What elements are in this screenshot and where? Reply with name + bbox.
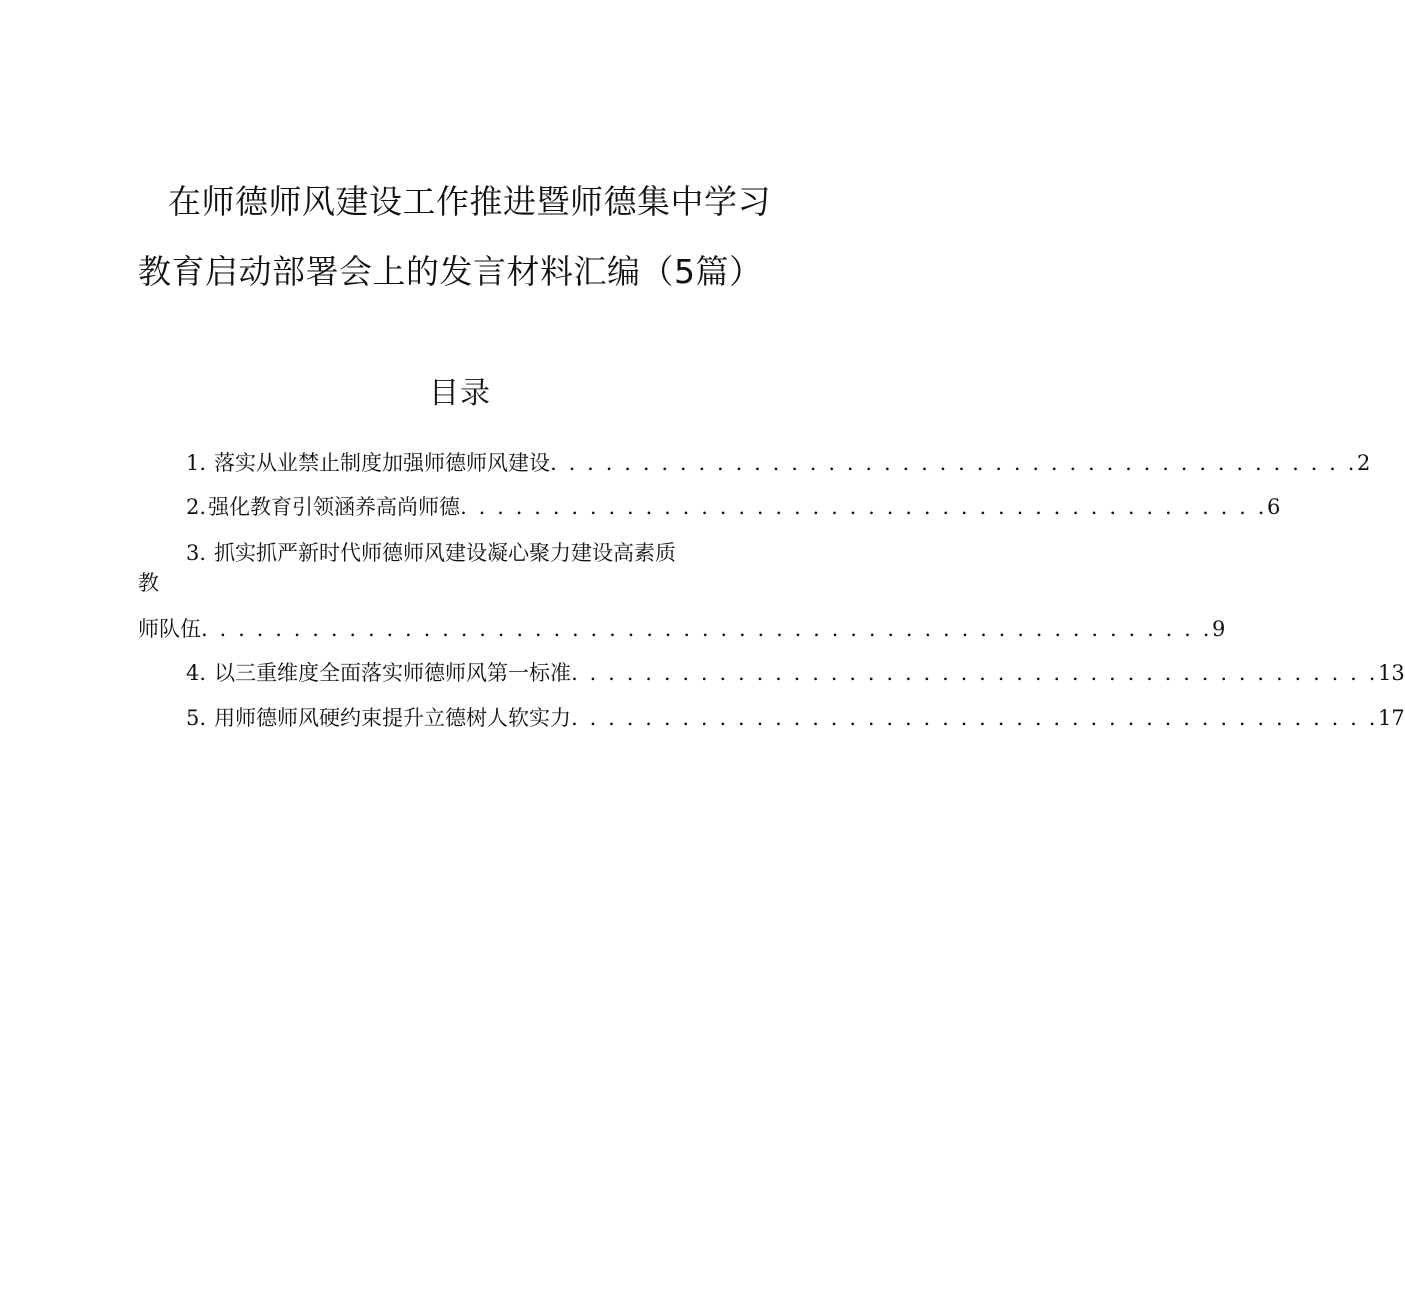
toc-entry-4[interactable] <box>186 658 1405 688</box>
toc-leader-dots: . . . . . . . . . . . . . . . . . . . . . . . . . . . . . . . . . . . . . . . . . . . . <box>550 451 1358 475</box>
toc-entry-title: 落实从业禁止制度加强师德师风建设 <box>214 451 551 475</box>
toc-entry-separator: . <box>199 661 207 685</box>
toc-entry-number: 1 <box>186 451 200 475</box>
toc-entry-separator: . <box>199 706 207 730</box>
document-title-line-2: 教育启动部署会上的发言材料汇编（5篇） <box>138 252 763 291</box>
document-title-line-1: 在师德师风建设工作推进暨师德集中学习 <box>168 182 771 221</box>
toc-entry-number: 4 <box>186 661 200 685</box>
toc-entry-separator: . <box>199 541 207 565</box>
toc-entry-title: 用师德师风硬约束提升立德树人软实力 <box>214 706 572 730</box>
toc-leader-dots: . . . . . . . . . . . . . . . . . . . . . . . . . . . . . . . . . . . . . . . . . . . . <box>571 661 1379 685</box>
toc-entry-3-wrap <box>138 568 159 598</box>
toc-entry-separator: . <box>199 495 207 519</box>
toc-entry-title: 以三重维度全面落实师德师风第一标准 <box>214 661 572 685</box>
toc-leader-dots: . . . . . . . . . . . . . . . . . . . . . . . . . . . . . . . . . . . . . . . . . . . . . . . . . . . . . . . <box>201 617 1213 641</box>
toc-entry-number: 2 <box>186 495 200 519</box>
toc-leader-dots: . . . . . . . . . . . . . . . . . . . . . . . . . . . . . . . . . . . . . . . . . . . . <box>571 706 1379 730</box>
toc-entry-page: 2 <box>1357 451 1371 475</box>
toc-entry-page: 17 <box>1378 706 1405 730</box>
toc-entry-number: 3 <box>186 541 200 565</box>
toc-entry-title: 强化教育引领涵养高尚师德 <box>208 495 461 519</box>
toc-entry-3-continued[interactable] <box>138 614 1226 644</box>
toc-entry-title: 抓实抓严新时代师德师风建设凝心聚力建设高素质 <box>214 541 677 565</box>
toc-entry-separator: . <box>199 451 207 475</box>
toc-entry-page: 13 <box>1378 661 1405 685</box>
toc-leader-dots: . . . . . . . . . . . . . . . . . . . . . . . . . . . . . . . . . . . . . . . . . . . . <box>460 495 1268 519</box>
toc-entry-number: 5 <box>186 706 200 730</box>
toc-entry-1[interactable] <box>186 448 1371 478</box>
toc-entry-page: 6 <box>1267 495 1281 519</box>
toc-heading: 目录 <box>429 376 491 411</box>
toc-entry-page: 9 <box>1212 617 1226 641</box>
toc-entry-5[interactable] <box>186 703 1405 733</box>
toc-entry-title-continued: 师队伍 <box>138 617 201 641</box>
toc-entry-title-wrap: 教 <box>138 571 159 595</box>
toc-entry-3[interactable] <box>186 538 786 568</box>
toc-entry-2[interactable] <box>186 492 1281 522</box>
